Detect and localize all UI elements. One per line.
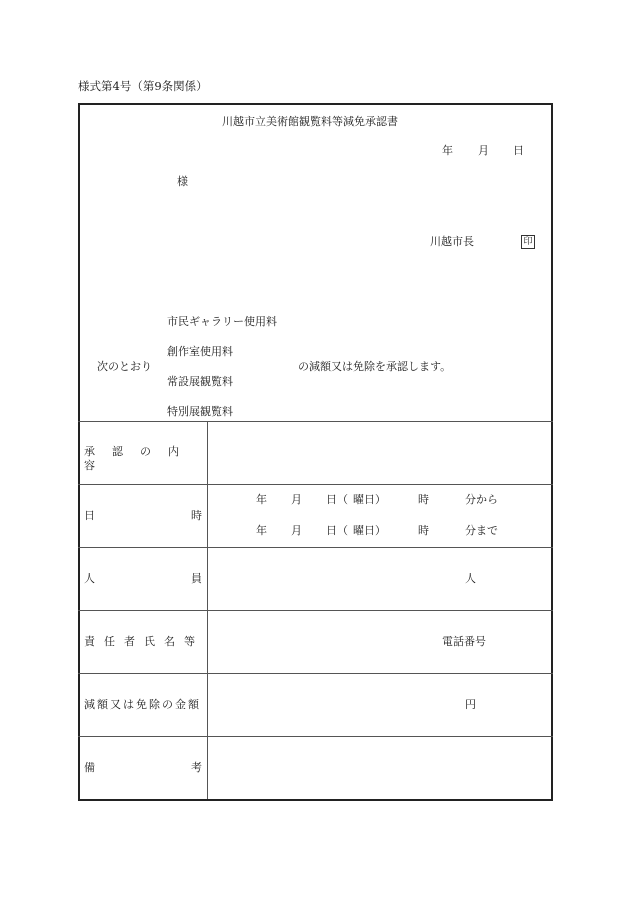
divider (78, 484, 553, 485)
start-day: 日（ (326, 493, 348, 506)
datetime-label-right: 時 (191, 509, 202, 522)
form-title: 川越市立美術館観覧料等減免承認書 (222, 115, 398, 128)
addressee-suffix: 様 (177, 175, 188, 188)
end-year: 年 (256, 524, 267, 537)
issuer-name: 川越市長 (430, 235, 474, 248)
divider (78, 610, 553, 611)
label-text: 承認の内容 (84, 445, 196, 472)
approval-content-field[interactable] (208, 422, 551, 484)
start-month: 月 (291, 493, 302, 506)
remarks-label-left: 備 (84, 761, 95, 774)
fee-suffix: の減額又は免除を承認します。 (298, 360, 452, 373)
fee-option-studio: 創作室使用料 (167, 345, 233, 358)
divider (78, 547, 553, 548)
responsible-person-label: 責任者氏名等 (84, 635, 204, 648)
start-hour: 時 (418, 493, 429, 506)
datetime-label-left: 日 (84, 509, 95, 522)
end-hour: 時 (418, 524, 429, 537)
currency-unit: 円 (465, 698, 476, 711)
start-year: 年 (256, 493, 267, 506)
divider (78, 736, 553, 737)
fee-option-permanent: 常設展観覧料 (167, 375, 233, 388)
end-weekday: 曜日） (353, 524, 386, 537)
fee-option-gallery: 市民ギャラリー使用料 (167, 315, 277, 328)
fee-option-special: 特別展観覧料 (167, 405, 233, 418)
end-month: 月 (291, 524, 302, 537)
attendees-label-left: 人 (84, 572, 95, 585)
seal-icon: 印 (521, 235, 535, 249)
date-year: 年 (442, 144, 453, 157)
attendees-unit: 人 (465, 572, 476, 585)
end-day: 日（ (326, 524, 348, 537)
reduction-amount-label: 減額又は免除の金額 (84, 698, 201, 711)
fee-prefix: 次のとおり (97, 360, 152, 373)
remarks-label-right: 考 (191, 761, 202, 774)
form-caption: 様式第4号（第9条関係） (78, 79, 208, 93)
end-minute: 分まで (465, 524, 498, 537)
approval-content-label (84, 445, 202, 473)
phone-label: 電話番号 (442, 635, 486, 648)
attendees-label-right: 員 (191, 572, 202, 585)
divider (78, 673, 553, 674)
start-weekday: 曜日） (353, 493, 386, 506)
date-day: 日 (513, 144, 524, 157)
start-minute: 分から (465, 493, 498, 506)
date-month: 月 (478, 144, 489, 157)
